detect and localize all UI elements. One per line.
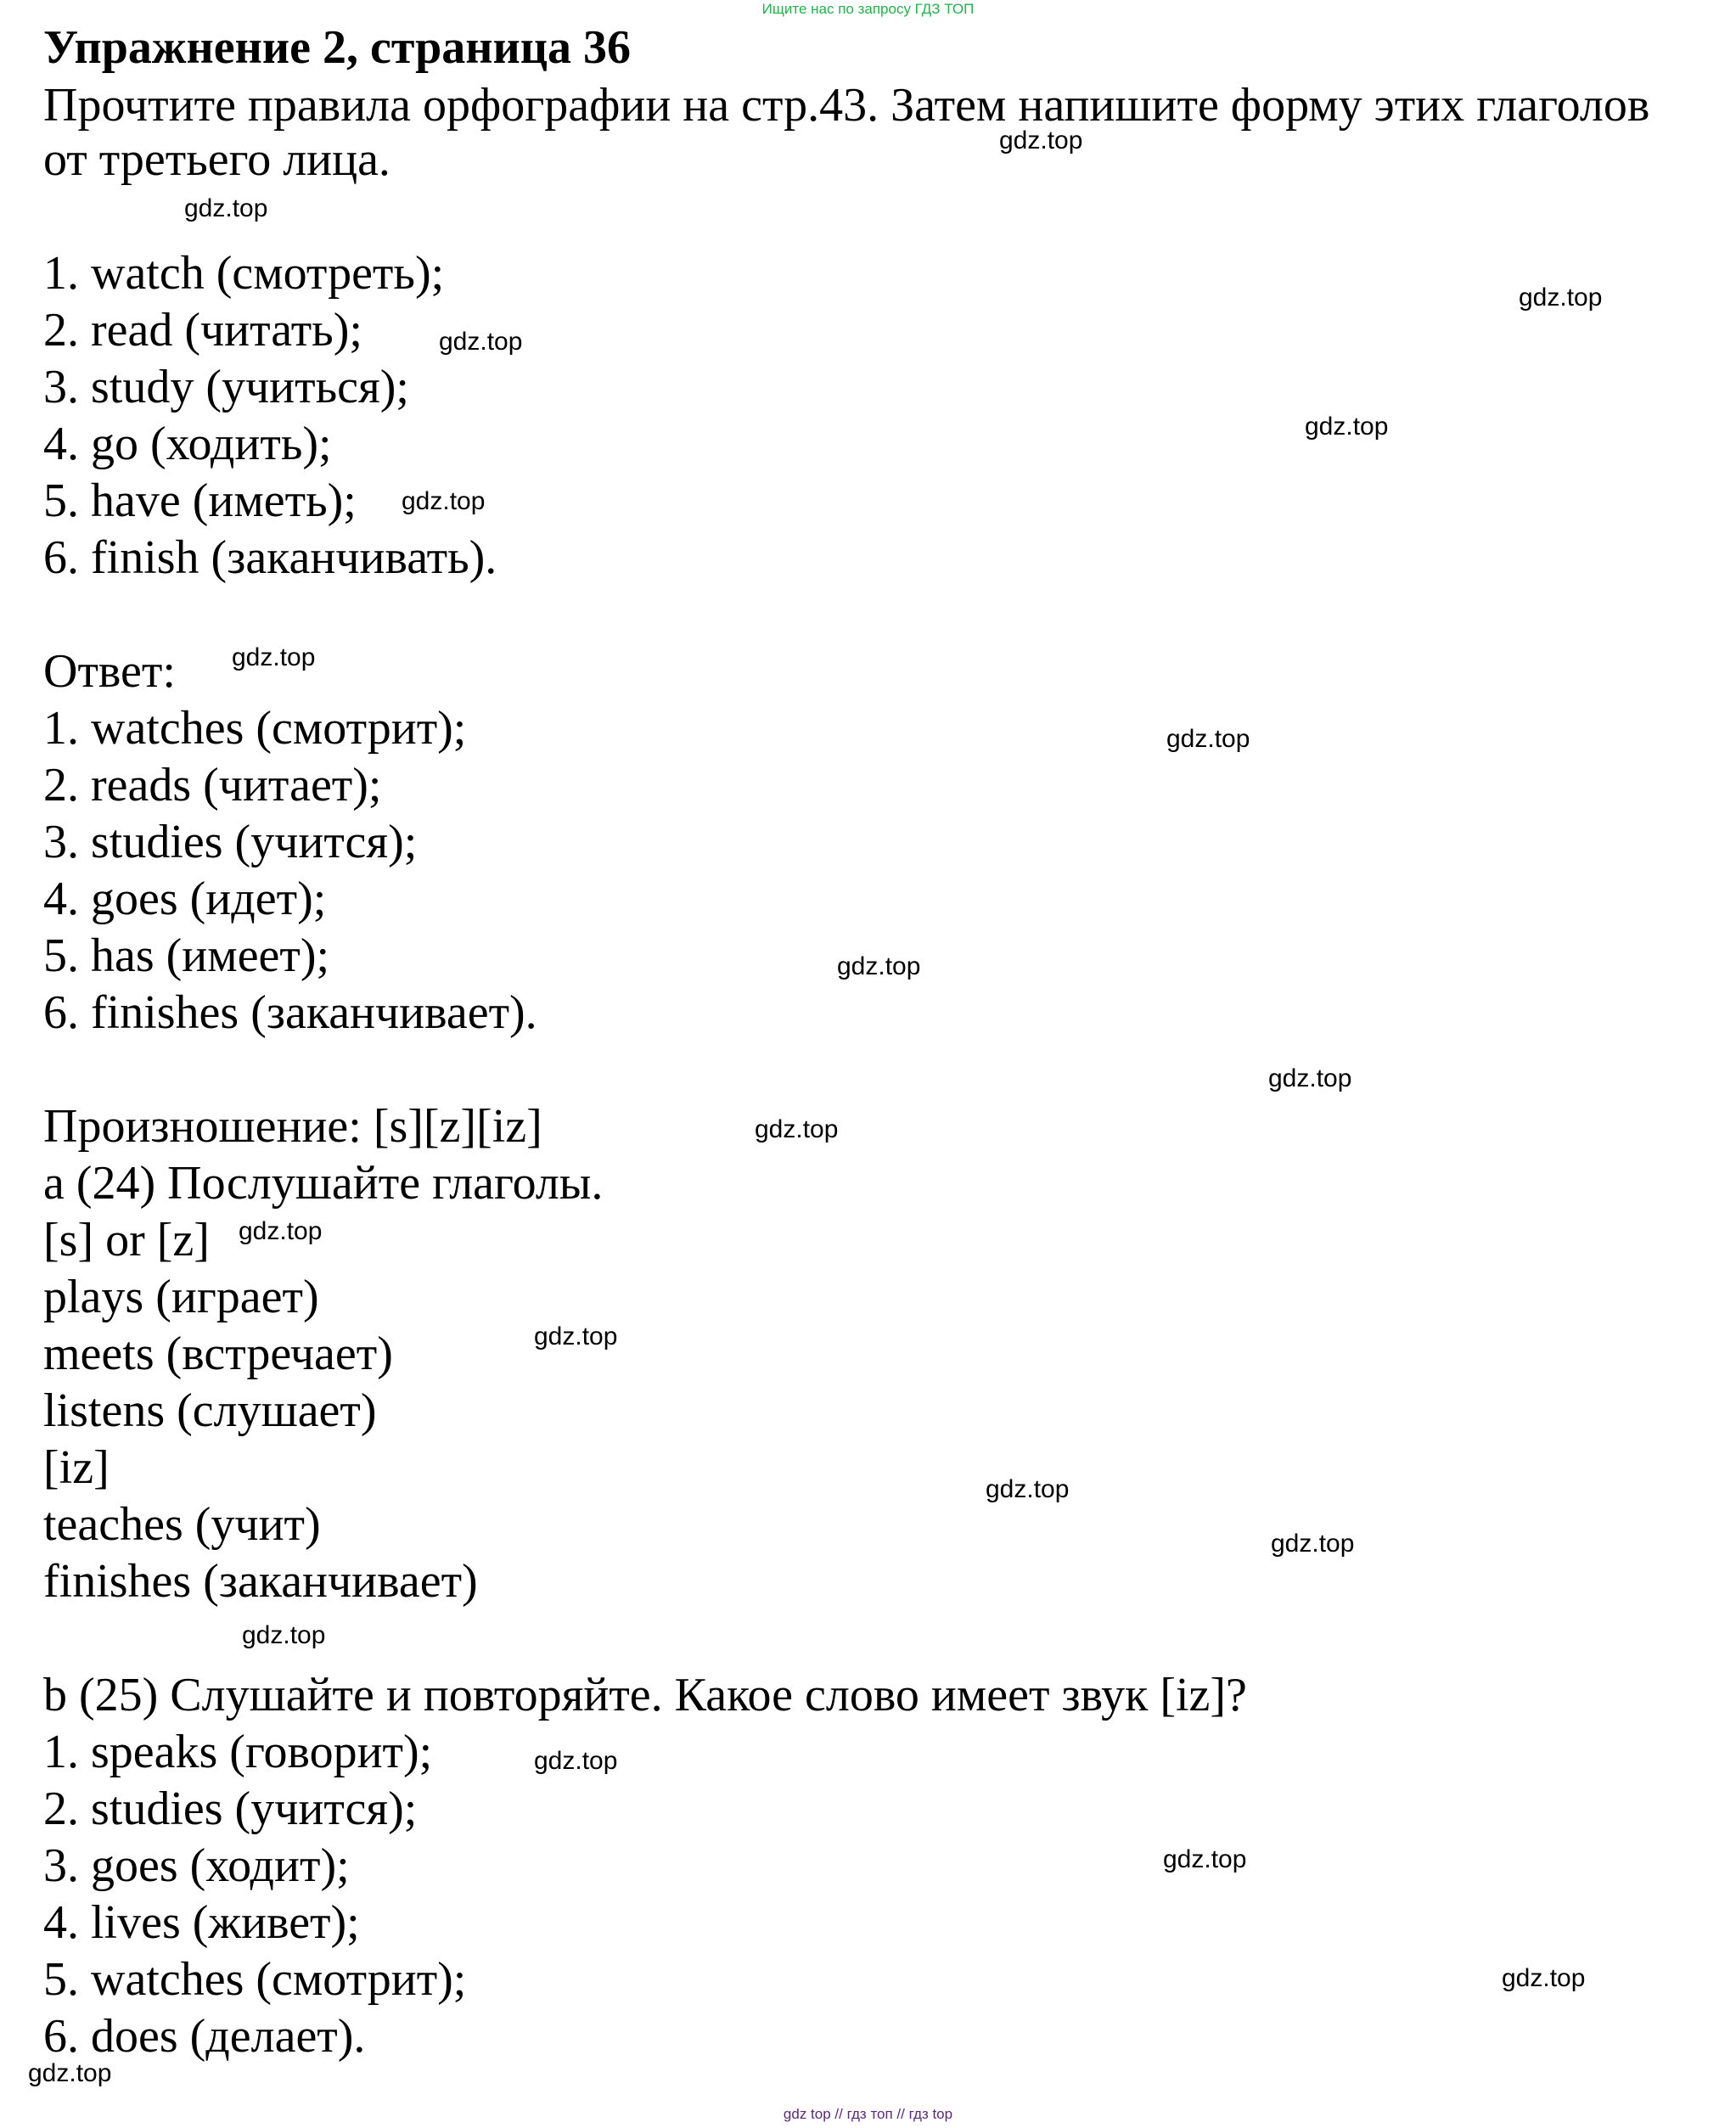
answer-item-4: 4. goes (идет); xyxy=(43,873,327,925)
part-a-heading: a (24) Послушайте глаголы. xyxy=(43,1157,604,1210)
watermark: gdz.top xyxy=(242,1621,326,1649)
answer-item-6: 6. finishes (заканчивает). xyxy=(43,986,537,1039)
part-a-item-plays: plays (играет) xyxy=(43,1271,319,1323)
instruction-line-2: от третьего лица. xyxy=(43,133,390,186)
task-item-3: 3. study (учиться); xyxy=(43,361,409,413)
watermark: gdz.top xyxy=(755,1115,839,1143)
watermark: gdz.top xyxy=(184,194,268,222)
watermark: gdz.top xyxy=(837,952,921,980)
part-b-item-3: 3. goes (ходит); xyxy=(43,1839,350,1892)
footer: gdz top // гдз топ // гдз top xyxy=(783,2106,953,2122)
watermark: gdz.top xyxy=(1163,1845,1247,1873)
part-a-item-meets: meets (встречает) xyxy=(43,1328,393,1380)
watermark: gdz.top xyxy=(402,487,486,515)
part-b-item-6: 6. does (делает). xyxy=(43,2010,366,2063)
watermark: gdz.top xyxy=(239,1217,323,1245)
instruction-line-1: Прочтите правила орфографии на стр.43. Затем напишите форму этих глаголов xyxy=(43,79,1650,132)
watermark: gdz.top xyxy=(986,1475,1070,1503)
watermark: gdz.top xyxy=(1502,1964,1586,1992)
watermark: gdz.top xyxy=(232,643,316,671)
watermark: gdz.top xyxy=(28,2059,112,2087)
answer-item-5: 5. has (имеет); xyxy=(43,929,330,982)
watermark: gdz.top xyxy=(1519,284,1603,312)
task-item-6: 6. finish (заканчивать). xyxy=(43,531,497,584)
watermark: gdz.top xyxy=(1271,1530,1355,1558)
pronunciation-heading: Произношение: [s][z][iz] xyxy=(43,1100,542,1153)
part-a-item-listens: listens (слушает) xyxy=(43,1384,377,1437)
part-a-group2-label: [iz] xyxy=(43,1441,110,1494)
part-b-item-5: 5. watches (смотрит); xyxy=(43,1953,467,2006)
task-item-5: 5. have (иметь); xyxy=(43,474,357,527)
part-b-item-1: 1. speaks (говорит); xyxy=(43,1726,433,1778)
answer-item-1: 1. watches (смотрит); xyxy=(43,702,467,755)
watermark: gdz.top xyxy=(999,126,1083,154)
watermark: gdz.top xyxy=(1166,725,1250,753)
watermark: gdz.top xyxy=(439,328,523,356)
top-banner: Ищите нас по запросу ГДЗ ТОП xyxy=(761,1,975,17)
watermark: gdz.top xyxy=(534,1747,618,1775)
watermark: gdz.top xyxy=(534,1322,618,1350)
part-a-item-finishes: finishes (заканчивает) xyxy=(43,1555,478,1608)
task-item-4: 4. go (ходить); xyxy=(43,418,332,470)
part-a-group1-label: [s] or [z] xyxy=(43,1214,210,1266)
task-item-2: 2. read (читать); xyxy=(43,304,362,357)
answer-label: Ответ: xyxy=(43,645,176,698)
task-item-1: 1. watch (смотреть); xyxy=(43,247,445,300)
part-a-item-teaches: teaches (учит) xyxy=(43,1498,321,1551)
watermark: gdz.top xyxy=(1305,413,1389,441)
part-b-item-4: 4. lives (живет); xyxy=(43,1896,360,1949)
answer-item-3: 3. studies (учится); xyxy=(43,816,418,868)
answer-item-2: 2. reads (читает); xyxy=(43,759,382,811)
page-title: Упражнение 2, страница 36 xyxy=(43,21,632,74)
part-b-heading: b (25) Слушайте и повторяйте. Какое слово имеет звук [iz]? xyxy=(43,1669,1247,1721)
watermark: gdz.top xyxy=(1268,1064,1352,1092)
part-b-item-2: 2. studies (учится); xyxy=(43,1783,418,1835)
